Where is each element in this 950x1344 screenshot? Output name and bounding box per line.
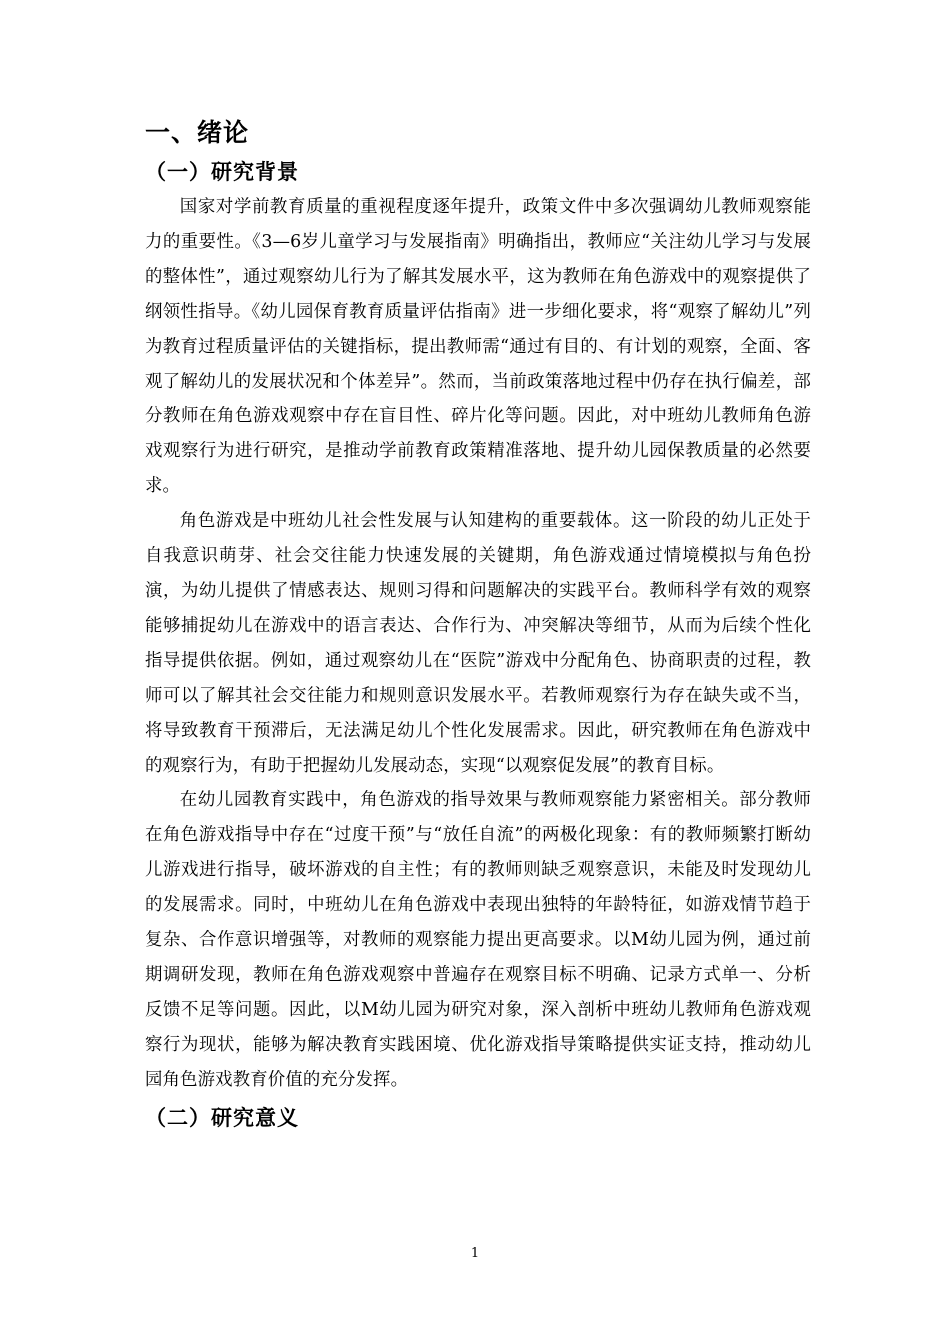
chapter-heading: 一、绪论 [145,118,250,147]
section-heading-significance: （二）研究意义 [145,1105,299,1130]
paragraph-role-play: 角色游戏是中班幼儿社会性发展与认知建构的重要载体。这一阶段的幼儿正处于自我意识萌芽、社会交往能力快速发展的关键期，角色游戏通过情境模拟与角色扮演，为幼儿提供了情感表达、规则习得和问题解决的实践平台。教师科学有效的观察能够捕捉幼儿在游戏中的语言表达、合作行为、冲突解决等细节，从而为后续个性化指导提供依据。例如，通过观察幼儿在“医院”游戏中分配角色、协商职责的过程，教师可以了解其社会交往能力和规则意识发展水平。若教师观察行为存在缺失或不当，将导致教育干预滞后，无法满足幼儿个性化发展需求。因此，研究教师在角色游戏中的观察行为，有助于把握幼儿发展动态，实现“以观察促发展”的教育目标。 [145,511,811,776]
page-content [145,112,811,1136]
paragraph-policy: 国家对学前教育质量的重视程度逐年提升，政策文件中多次强调幼儿教师观察能力的重要性。《3—6岁儿童学习与发展指南》明确指出，教师应“关注幼儿学习与发展的整体性”，通过观察幼儿行为了解其发展水平，这为教师在角色游戏中的观察提供了纲领性指导。《幼儿园保育教育质量评估指南》进一步细化要求，将“观察了解幼儿”列为教育过程质量评估的关键指标，提出教师需“通过有目的、有计划的观察，全面、客观了解幼儿的发展状况和个体差异”。然而，当前政策落地过程中仍存在执行偏差，部分教师在角色游戏观察中存在盲目性、碎片化等问题。因此，对中班幼儿教师角色游戏观察行为进行研究，是推动学前教育政策精准落地、提升幼儿园保教质量的必然要求。 [145,197,811,497]
section-heading-background: （一）研究背景 [145,160,299,184]
paragraph-practice: 在幼儿园教育实践中，角色游戏的指导效果与教师观察能力紧密相关。部分教师在角色游戏指导中存在“过度干预”与“放任自流”的两极化现象：有的教师频繁打断幼儿游戏进行指导，破坏游戏的自主性；有的教师则缺乏观察意识，未能及时发现幼儿的发展需求。同时，中班幼儿在角色游戏中表现出独特的年龄特征，如游戏情节趋于复杂、合作意识增强等，对教师的观察能力提出更高要求。以M幼儿园为例，通过前期调研发现，教师在角色游戏观察中普遍存在观察目标不明确、记录方式单一、分析反馈不足等问题。因此，以M幼儿园为研究对象，深入剖析中班幼儿教师角色游戏观察行为现状，能够为解决教育实践困境、优化游戏指导策略提供实证支持，推动幼儿园角色游戏教育价值的充分发挥。 [145,790,811,1090]
page-number: 1 [470,1246,480,1261]
